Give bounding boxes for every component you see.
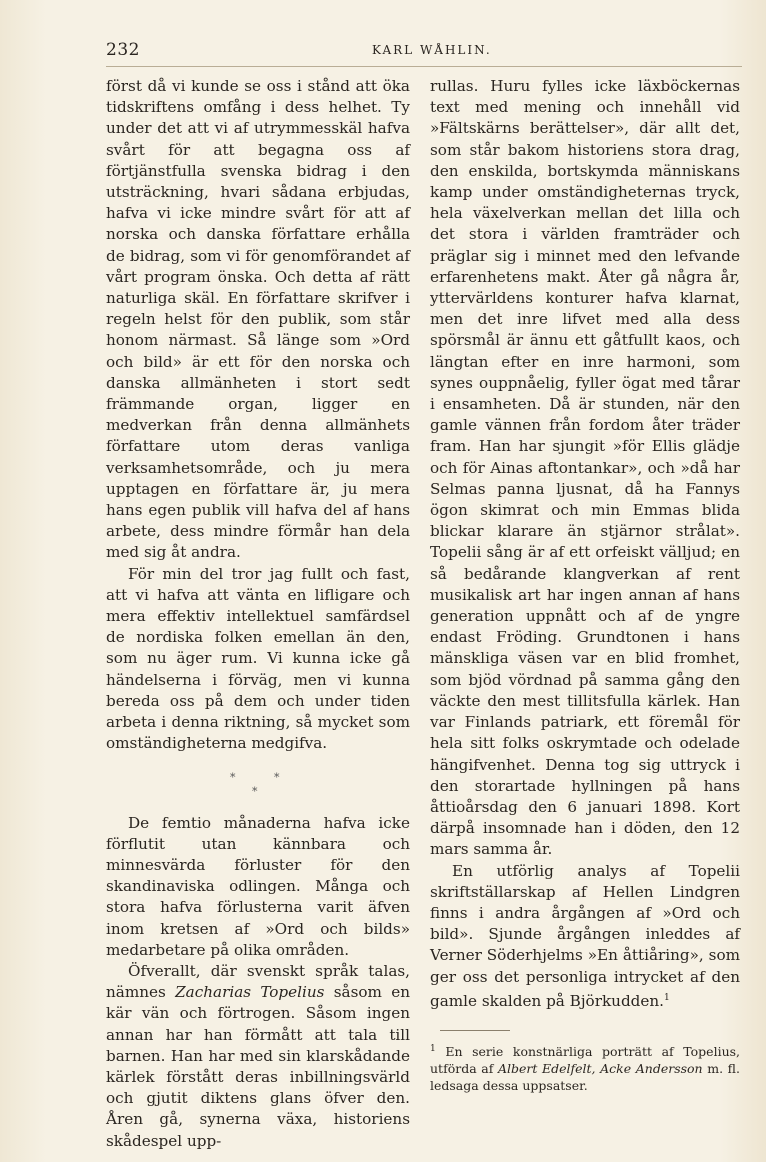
- right-column: [430, 76, 740, 1094]
- text-run: En serie konstnärliga porträtt af Topelius, utförda af: [430, 1044, 741, 1077]
- running-head: KARL WÅHLIN.: [372, 43, 492, 57]
- left-column: [106, 76, 410, 1152]
- paragraph: rullas. Huru fylles icke läxböckernas text med mening och innehåll vid »Fältskärns berättelser», där allt det, som står bakom historiens stora drag, den enskilda, bortskymda människans kamp under omständigheternas tryck, hela växelverkan mellan det lilla och det stora i världen framträder och präglar sig i minnet med den lefvande erfarenhetens makt. Åter gå några år, yttervärldens konturer hafva klarnat, men det inre lifvet med alla dess spörsmål är ännu ett gåtfullt kaos, och längtan efter en inre harmoni, som synes ouppnåelig, fyller ögat med tårar i ensamheten. Då är stunden, när den gamle vännen från fordom åter träder fram. Han har sjungit »för Ellis glädje och för Ainas aftontankar», och »då har Selmas panna ljusnat, då ha Fannys ögon skimrat och min Emmas blida blickar klarare än stjärnor strålat». Topelii sång är af ett orfeiskt välljud; en så bedårande klangverkan af rent musikalisk art har ingen annan af hans generation uppnått och af de yngre endast Fröding. Grundtonen i hans mänskliga väsen var en blid fromhet, som bjöd vördnad på samma gång den väckte den mest tillitsfulla kärlek. Han var Finlands patriark, ett föremål för hela sitt folks oskrymtade och odelade hängifvenhet. Denna tog sig uttryck i den storartade hyllningen på hans åttioårsdag den 6 januari 1898. Kort därpå insomnade han i döden, den 12 mars samma år.: [430, 77, 740, 859]
- text-run: En utförlig analys af Topelii skriftställarskap af Hellen Lindgren finns i andra årgången af »Ord och bild». Sjunde årgången inleddes af Verner Söderhjelms »En åttiåring», som ger oss det personliga intrycket af den gamle skalden på Björkudden.: [430, 861, 740, 1010]
- paragraph: För min del tror jag fullt och fast, att vi hafva att vänta en lifligare och mera effektiv intellektuel samfärdsel de nordiska folken emellan än den, som nu äger rum. Vi kunna icke gå händelserna i förväg, men vi kunna bereda oss på dem och under tiden arbeta i denna riktning, så mycket som omständigheterna medgifva.: [106, 564, 410, 753]
- text-run: såsom en kär vän och förtrogen. Såsom ingen annan har han förmått att tala till barnen. Han har med sin klarskådande kärlek förstått deras inbillningsvärld och gjutit diktens glans öfver den. Åren gå, synerna växa, historiens skådespel upp-: [106, 983, 411, 1150]
- footnote: [430, 1041, 740, 1094]
- text-run: m. fl. ledsaga dessa uppsatser.: [430, 1061, 740, 1094]
- asterisk: *: [230, 770, 236, 784]
- page-number: 232: [106, 40, 140, 60]
- text-run: Öfverallt, där svenskt språk talas, nämnes: [106, 961, 410, 1002]
- person-name: Zacharias Topelius: [175, 983, 325, 1002]
- footnote-reference: 1: [663, 992, 670, 1003]
- paragraph: [430, 861, 740, 1012]
- asterisk: *: [274, 770, 280, 784]
- paragraph: De femtio månaderna hafva icke förflutit utan kännbara och minnesvärda förluster för den skandinaviska odlingen. Många och stora hafva förlusterna varit äfven inom kretsen af »Ord och bilds» medarbetare på olika områden.: [106, 813, 410, 959]
- paragraph: [106, 961, 410, 1152]
- footnote-marker: 1: [430, 1044, 436, 1054]
- artist-names: Albert Edelfelt, Acke Andersson: [497, 1061, 703, 1077]
- footnote-divider: [440, 1030, 510, 1031]
- asterisk: *: [252, 784, 258, 798]
- section-break-asterisks: [106, 763, 410, 809]
- page-header: [106, 40, 742, 67]
- paragraph: först då vi kunde se oss i stånd att öka tidskriftens omfång i dess helhet. Ty under det att vi af utrymmesskäl hafva svårt för att begagna oss af förtjänstfulla svenska bidrag i den utsträckning, hvari sådana erbjudas, hafva vi icke mindre svårt för att af norska och danska författare erhålla de bidrag, som vi för genomförandet af vårt program önska. Och detta af rätt naturliga skäl. En författare skrifver i regeln helst för den publik, som står honom närmast. Så länge som »Ord och bild» är ett för den norska och danska allmänheten i stort sedt främmande organ, ligger en medverkan från denna allmänhets författare utom deras vanliga verksamhetsområde, och ju mera upptagen en författare är, ju mera hans egen publik vill hafva del af hans arbete, dess mindre förmår han dela med sig åt andra.: [106, 77, 410, 562]
